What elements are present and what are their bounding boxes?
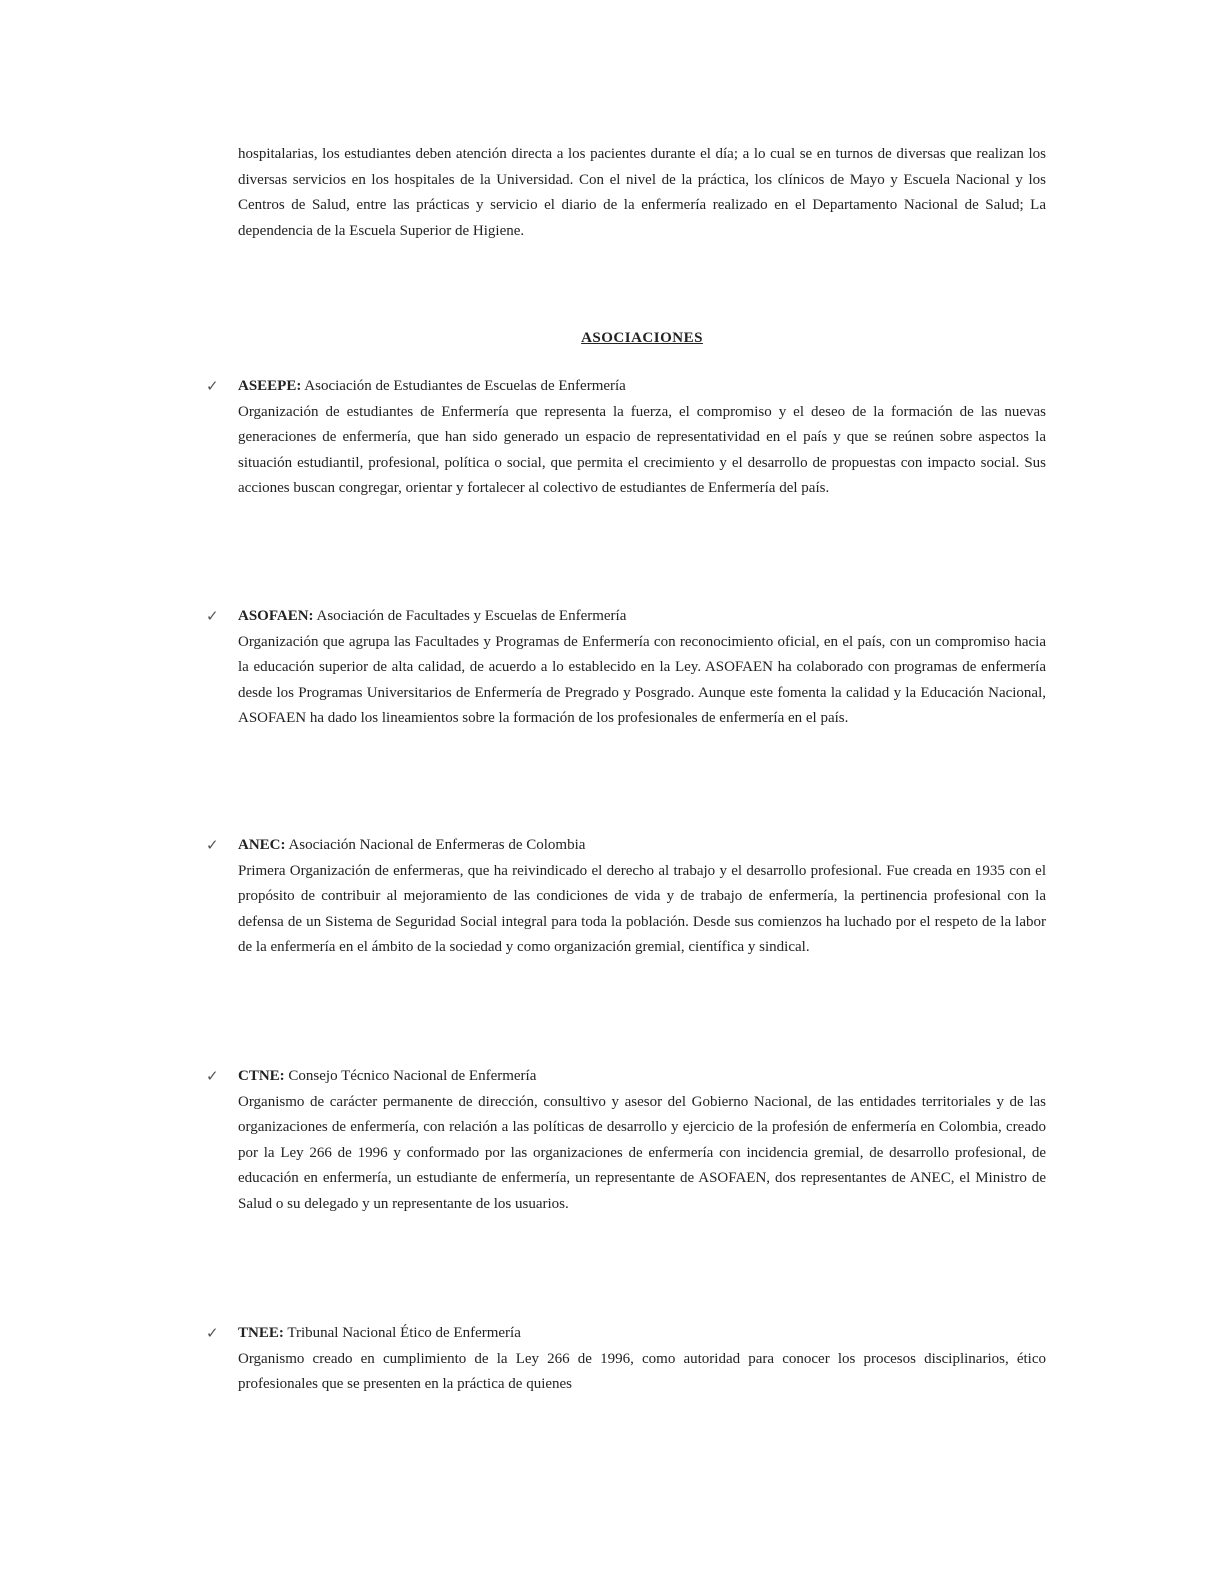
- entry-name: Consejo Técnico Nacional de Enfermería: [288, 1068, 537, 1084]
- entry-name: Asociación de Facultades y Escuelas de Enfermería: [316, 608, 627, 624]
- list-item: [206, 604, 1046, 732]
- entry-acronym: ASOFAEN:: [238, 608, 314, 624]
- entry-name: Asociación Nacional de Enfermeras de Colombia: [288, 837, 586, 853]
- entry-acronym: CTNE:: [238, 1068, 285, 1084]
- entry-body: Primera Organización de enfermeras, que ha reivindicado el derecho al trabajo y el desarrollo profesional. Fue creada en 1935 con el propósito de contribuir al mejoramiento de las condiciones de vida y de trabajo de enfermería, la pertinencia profesional con la defensa de un Sistema de Seguridad Social integral para toda la población. Desde sus comienzos ha luchado por el respeto de la labor de la enfermería en el ámbito de la sociedad y como organización gremial, científica y sindical.: [238, 862, 1046, 955]
- entry-heading: [238, 374, 1046, 400]
- entry-heading: [238, 604, 1046, 630]
- entry-heading: [238, 1064, 1046, 1090]
- list-item: [206, 1321, 1046, 1398]
- entry-name: Asociación de Estudiantes de Escuelas de Enfermería: [304, 378, 626, 394]
- entry-body: Organismo de carácter permanente de dirección, consultivo y asesor del Gobierno Nacional, de las entidades territoriales y de las organizaciones de enfermería, con relación a las políticas de desarrollo y ejercicio de la profesión de enfermería en Colombia, creado por la Ley 266 de 1996 y conformado por las organizaciones de enfermería con incidencia gremial, de desarrollo profesional, de educación en enfermería, un estudiante de enfermería, un representante de ASOFAEN, dos representantes de ANEC, el Ministro de Salud o su delegado y un representante de los usuarios.: [238, 1093, 1046, 1212]
- entry-body: Organización de estudiantes de Enfermería que representa la fuerza, el compromiso y el deseo de la formación de las nuevas generaciones de enfermería, que han sido generado un espacio de representatividad en el país y que se reúnen sobre aspectos la situación estudiantil, profesional, política o social, que permita el crecimiento y el desarrollo de propuestas con impacto social. Sus acciones buscan congregar, orientar y fortalecer al colectivo de estudiantes de Enfermería del país.: [238, 403, 1046, 496]
- entry-heading: [238, 833, 1046, 859]
- section-title: ASOCIACIONES: [581, 330, 703, 346]
- checkmark-icon: ✓: [206, 838, 219, 854]
- checkmark-icon: ✓: [206, 609, 219, 625]
- entry-body: Organización que agrupa las Facultades y Programas de Enfermería con reconocimiento oficial, en el país, con un compromiso hacia la educación superior de alta calidad, de acuerdo a lo establecido en la Ley. ASOFAEN ha colaborado con programas de enfermería desde los Programas Universitarios de Enfermería de Pregrado y Posgrado. Aunque este fomenta la calidad y la Educación Nacional, ASOFAEN ha dado los lineamientos sobre la formación de los profesionales de enfermería en el país.: [238, 633, 1046, 726]
- list-item: [206, 374, 1046, 502]
- list-item: [206, 1064, 1046, 1217]
- entry-acronym: TNEE:: [238, 1325, 284, 1341]
- entry-heading: [238, 1321, 1046, 1347]
- intro-paragraph: hospitalarias, los estudiantes deben atención directa a los pacientes durante el día; a lo cual se en turnos de diversas que realizan los diversas servicios en los hospitales de la Universidad. Con el nivel de la práctica, los clínicos de Mayo y Escuela Nacional y los Centros de Salud, entre las prácticas y servicio el diario de la enfermería realizado en el Departamento Nacional de Salud; La dependencia de la Escuela Superior de Higiene.: [238, 146, 1046, 239]
- entry-body: Organismo creado en cumplimiento de la Ley 266 de 1996, como autoridad para conocer los procesos disciplinarios, ético profesionales que se presenten en la práctica de quienes: [238, 1350, 1046, 1392]
- checkmark-icon: ✓: [206, 1326, 219, 1342]
- entry-name: Tribunal Nacional Ético de Enfermería: [287, 1325, 521, 1341]
- entry-acronym: ASEEPE:: [238, 378, 302, 394]
- checkmark-icon: ✓: [206, 379, 219, 395]
- checkmark-icon: ✓: [206, 1069, 219, 1085]
- list-item: [206, 833, 1046, 961]
- entry-acronym: ANEC:: [238, 837, 286, 853]
